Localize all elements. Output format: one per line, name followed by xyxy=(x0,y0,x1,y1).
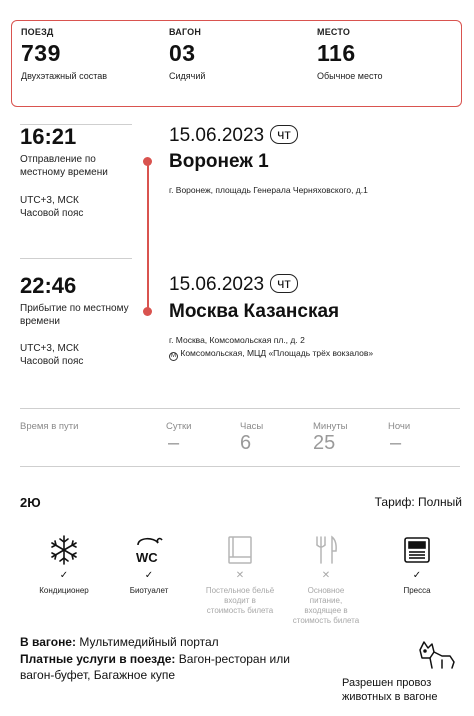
service-label: Пресса xyxy=(403,586,431,595)
duration-nights-value: – xyxy=(390,432,402,454)
duration-hours-value: 6 xyxy=(240,432,252,454)
departure-weekday-badge: чт xyxy=(270,125,298,144)
duration-days-value: – xyxy=(168,432,180,454)
ticket-summary xyxy=(11,20,462,107)
wagon-label: ВАГОН xyxy=(169,27,202,37)
duration-minutes-label: Минуты xyxy=(313,421,348,432)
service-label: Основное питание, входящее в стоимость билета xyxy=(292,586,360,625)
departure-timezone: UTC+3, МСК xyxy=(20,195,79,206)
duration-hours-label: Часы xyxy=(240,421,264,432)
arrival-address: г. Москва, Комсомольская пл., д. 2 xyxy=(169,335,305,345)
departure-date: 15.06.2023 xyxy=(169,125,265,146)
departure-station: Воронеж 1 xyxy=(169,151,269,172)
train-column xyxy=(21,27,107,81)
car-class: 2Ю xyxy=(20,495,41,510)
train-label: ПОЕЗД xyxy=(21,27,54,37)
arrival-timezone-note: Часовой пояс xyxy=(20,356,84,367)
service-check-mark: ✓ xyxy=(144,570,154,581)
arrival-metro: Комсомольская, МЦД «Площадь трёх вокзалов» xyxy=(180,348,374,358)
snowflake-icon xyxy=(29,532,99,568)
departure-date-row xyxy=(169,125,298,147)
seat-column xyxy=(317,27,383,81)
seat-type: Обычное место xyxy=(317,71,383,81)
arrival-metro-row xyxy=(169,347,373,361)
train-type: Двухэтажный состав xyxy=(21,71,108,81)
arrival-station: Москва Казанская xyxy=(169,301,340,322)
paid-services-label: Платные услуги в поезде: xyxy=(20,652,176,666)
service-cross-mark: ✕ xyxy=(321,570,331,581)
paid-services-value: Вагон-ресторан или вагон-буфет, Багажное купе xyxy=(20,652,290,682)
paid-services-info xyxy=(20,651,320,683)
departure-address: г. Воронеж, площадь Генерала Черняховского, д.1 xyxy=(169,185,368,195)
divider xyxy=(20,466,460,467)
metro-icon: М xyxy=(171,353,176,359)
arrival-date: 15.06.2023 xyxy=(169,274,265,295)
wc-icon xyxy=(114,532,184,568)
service-meals xyxy=(291,532,361,626)
newspaper-icon xyxy=(382,532,452,568)
service-cross-mark: ✕ xyxy=(235,570,245,581)
departure-timezone-note: Часовой пояс xyxy=(20,208,84,219)
svg-text:WC: WC xyxy=(136,550,158,565)
tariff: Тариф: Полный xyxy=(374,495,462,509)
departure-time-note: Отправление по местному времени xyxy=(20,154,108,178)
service-check-mark: ✓ xyxy=(59,570,69,581)
departure-dot xyxy=(143,157,152,166)
onboard-label: В вагоне: xyxy=(20,635,76,649)
bed-linen-icon xyxy=(205,532,275,568)
onboard-info xyxy=(20,634,219,650)
pets-allowed-text: Разрешен провоз животных в вагоне xyxy=(342,677,438,703)
arrival-time: 22:46 xyxy=(20,273,77,298)
service-label: Биотуалет xyxy=(129,586,169,595)
pet-icon xyxy=(416,638,458,677)
divider xyxy=(20,258,132,259)
service-air-conditioner xyxy=(29,532,99,596)
duration-label: Время в пути xyxy=(20,421,79,432)
arrival-date-row xyxy=(169,274,298,296)
duration-nights-label: Ночи xyxy=(388,421,411,432)
service-label: Постельное бельё входит в стоимость билета xyxy=(205,586,275,615)
arrival-weekday-badge: чт xyxy=(270,274,298,293)
route-line xyxy=(147,161,149,311)
service-label: Кондиционер xyxy=(39,586,89,595)
wagon-column xyxy=(169,27,205,81)
train-number: 739 xyxy=(21,40,61,66)
wagon-type: Сидячий xyxy=(169,71,206,81)
seat-label: МЕСТО xyxy=(317,27,351,37)
service-press xyxy=(382,532,452,596)
duration-minutes-value: 25 xyxy=(313,432,336,454)
service-toilet xyxy=(114,532,184,596)
departure-time: 16:21 xyxy=(20,124,77,149)
arrival-timezone: UTC+3, МСК xyxy=(20,343,79,354)
arrival-time-note: Прибытие по местному времени xyxy=(20,303,129,327)
divider xyxy=(20,408,460,409)
onboard-value: Мультимедийный портал xyxy=(79,635,219,649)
fork-knife-icon xyxy=(291,532,361,568)
arrival-dot xyxy=(143,307,152,316)
service-check-mark: ✓ xyxy=(412,570,422,581)
seat-number: 116 xyxy=(317,40,356,66)
duration-days-label: Сутки xyxy=(166,421,192,432)
wagon-number: 03 xyxy=(169,40,196,66)
service-bed-linen xyxy=(205,532,275,616)
